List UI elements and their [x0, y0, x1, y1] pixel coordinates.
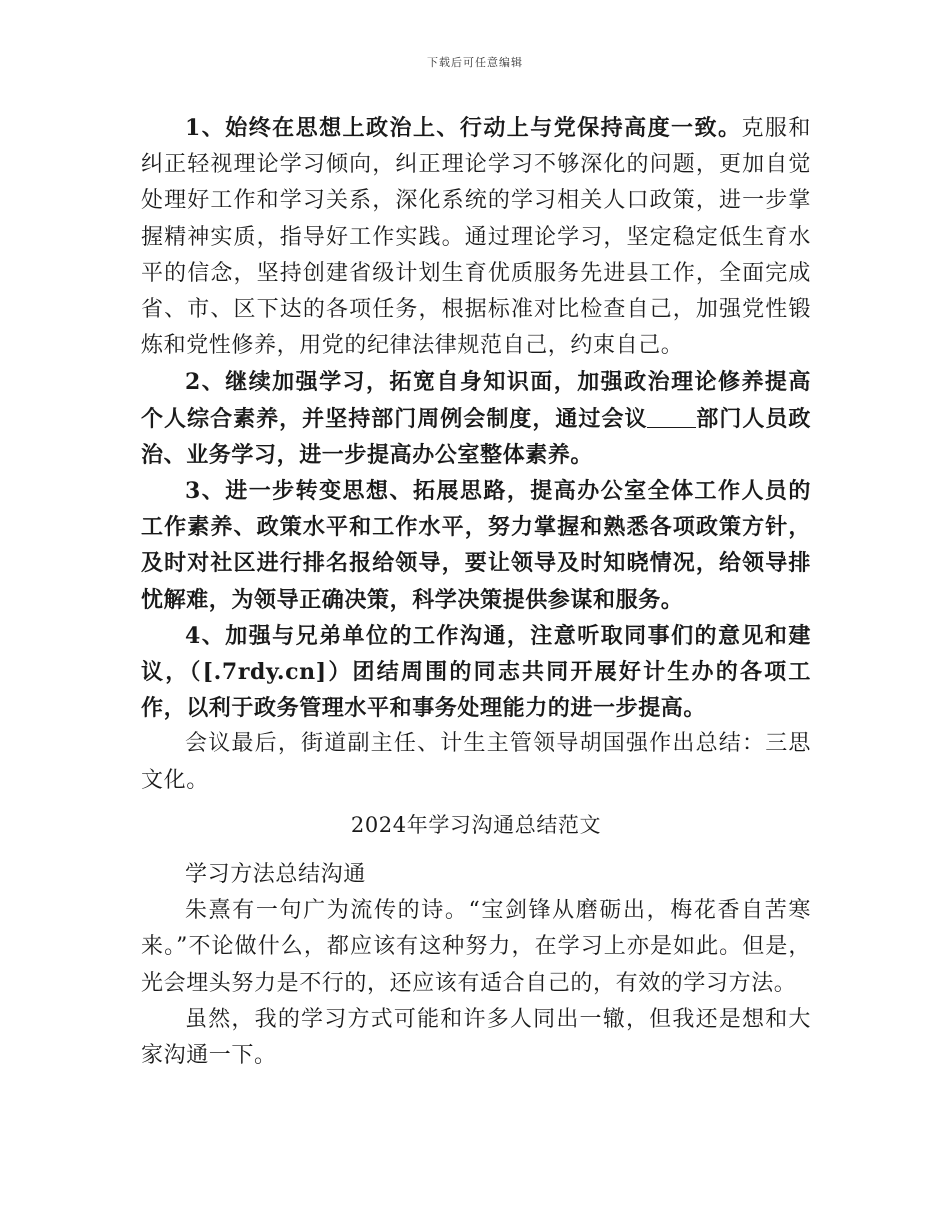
paragraph-5: 会议最后，街道副主任、计生主管领导胡国强作出总结：三思文化。	[141, 731, 811, 793]
paragraph-1	[141, 110, 811, 364]
section2-paragraph-2: 朱熹有一句广为流传的诗。“宝剑锋从磨砺出，梅花香自苦寒来。”不论做什么，都应该有这种努力，在学习上亦是如此。但是，光会埋头努力是不行的，还应该有适合自己的，有效的学习方法。	[141, 898, 811, 996]
fill-in-blank	[647, 405, 695, 428]
section-title: 2024年学习沟通总结范文	[350, 812, 602, 837]
paragraph-4: 4、加强与兄弟单位的工作沟通，注意听取同事们的意见和建议，（[.7rdy.cn]）团结周围的同志共同开展好计生办的各项工作，以利于政务管理水平和事务处理能力的进一步提高。	[141, 622, 811, 722]
page-header: 下载后可任意编辑	[427, 56, 523, 69]
section2-paragraph-3: 虽然，我的学习方式可能和许多人同出一辙，但我还是想和大家沟通一下。	[141, 1006, 811, 1069]
paragraph-2	[141, 364, 811, 473]
paragraph-2-text-a: 2、继续加强学习，拓宽自身知识面，加强政治理论修养提高个人综合素养，并坚持部门周例会制度，通过会议	[141, 369, 811, 432]
paragraph-1-heading: 1、始终在思想上政治上、行动上与党保持高度一致。	[185, 115, 742, 141]
section2-paragraph-1: 学习方法总结沟通	[185, 862, 366, 888]
paragraph-3: 3、进一步转变思想、拓展思路，提高办公室全体工作人员的工作素养、政策水平和工作水平，努力掌握和熟悉各项政策方针，及时对社区进行排名报给领导，要让领导及时知晓情况，给领导排忧解难，为领导正确决策，科学决策提供参谋和服务。	[141, 478, 811, 613]
document-body	[141, 110, 811, 1074]
paragraph-2-text-b: 部门人员政治、业务学习，进一步提高办公室整体素养。	[141, 405, 811, 468]
paragraph-1-text: 克服和纠正轻视理论学习倾向，纠正理论学习不够深化的问题，更加自觉处理好工作和学习关系，深化系统的学习相关人口政策，进一步掌握精神实质，指导好工作实践。通过理论学习，坚定稳定低生育水平的信念，坚持创建省级计划生育优质服务先进县工作，全面完成省、市、区下达的各项任务，根据标准对比检查自己，加强党性锻炼和党性修养，用党的纪律法律规范自己，约束自己。	[141, 116, 811, 359]
